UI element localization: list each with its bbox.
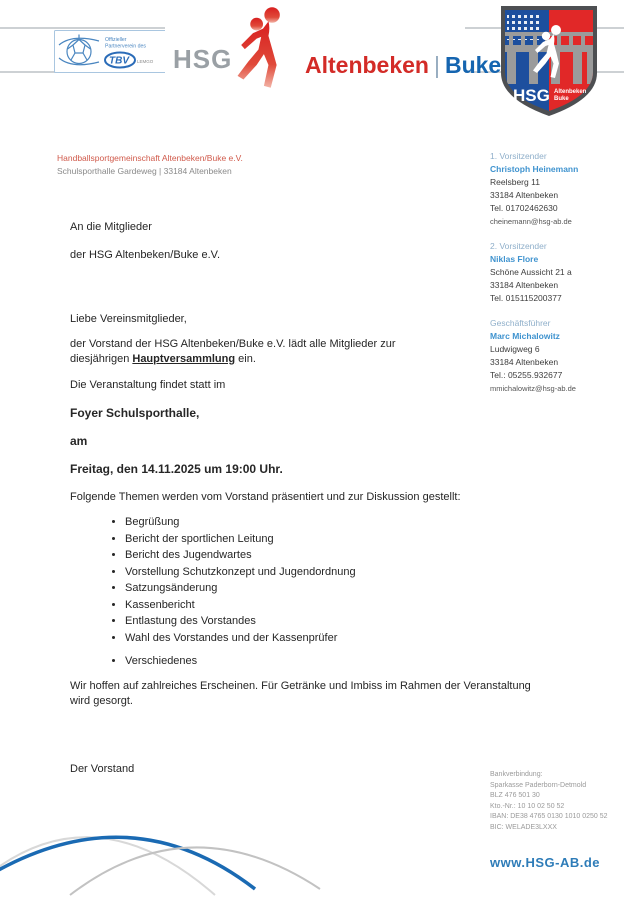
bank-line: IBAN: DE38 4765 0130 1010 0250 52 [490,813,608,820]
sender-block [57,152,243,178]
crest-hsg-text: HSG [513,86,550,105]
closing-paragraph: Wir hoffen auf zahlreiches Erscheinen. Für Getränke und Imbiss im Rahmen der Veranstaltung wird gesorgt. [70,679,531,707]
venue: Foyer Schulsporthalle, [70,406,200,420]
agenda-item: • Kassenbericht [125,597,575,614]
contact-email: cheinemann@hsg-ab.de [490,217,572,226]
hsg-wordmark-logo [165,2,502,100]
svg-text:Altenbeken: Altenbeken [554,89,587,95]
agenda-list [70,514,575,670]
recipient-line2: der HSG Altenbeken/Buke e.V. [70,249,221,261]
invitation-paragraph: der Vorstand der HSG Altenbeken/Buke e.V. lädt alle Mitglieder zur diesjährigen Hauptversammlung ein. [70,338,396,365]
contact-phone: Tel.: 05255.932677 [490,370,563,380]
recipient-line1: An die Mitglieder [70,221,152,233]
agenda-item: • Vorstellung Schutzkonzept und Jugendordnung [125,564,575,581]
sender-club-name: Handballsportgemeinschaft Altenbeken/Buke e.V. [57,153,243,163]
club-name-divider: | [433,52,440,78]
agenda-item: • Satzungsänderung [125,580,575,597]
partner-logo [54,30,174,78]
venue-intro: Die Veranstaltung findet statt im [70,379,226,391]
hauptversammlung-highlight: Hauptversammlung [132,353,236,365]
svg-text:Buke: Buke [554,96,569,102]
svg-text:TBV: TBV [109,55,129,67]
website-url: www.HSG-AB.de [490,855,601,870]
contact-phone: Tel. 015115200377 [490,293,562,303]
salutation: Liebe Vereinsmitglieder, [70,313,187,325]
agenda-item: • Entlastung des Vorstandes [125,613,575,630]
agenda-item: • Begrüßung [125,514,575,531]
agenda-item: • Wahl des Vorstandes und der Kassenprüfer [125,630,575,647]
event-datetime: Freitag, den 14.11.2025 um 19:00 Uhr. [70,462,283,476]
bank-line: Sparkasse Paderborn-Detmold [490,781,587,789]
svg-text:Partnerverein des: Partnerverein des [105,43,146,50]
agenda-intro: Folgende Themen werden vom Vorstand präsentiert und zur Diskussion gestellt: [70,491,461,503]
hsg-text: HSG [173,44,233,74]
date-connector: am [70,434,88,448]
recipient-block [70,220,220,262]
agenda-item-misc: • Verschiedenes [125,653,575,670]
bank-line: Kto.-Nr.: 10 10 02 50 52 [490,802,565,810]
contact-name: Marc Michalowitz [490,331,560,341]
agenda-item: • Bericht der sportlichen Leitung [125,531,575,548]
signature: Der Vorstand [70,762,135,775]
contact-city: 33184 Altenbeken [490,280,559,290]
bank-details [490,770,608,833]
decorative-arcs [0,785,400,900]
bank-line: BIC: WELADE3LXXX [490,823,557,831]
club-name-buke: Buke [444,52,502,78]
club-name-altenbeken: Altenbeken [305,52,429,78]
agenda-item: • Bericht des Jugendwartes [125,547,575,564]
svg-text:Offizieller: Offizieller [105,37,127,43]
contact-role: Geschäftsführer [490,318,551,328]
contact-phone: Tel. 01702462630 [490,203,558,213]
bank-line: BLZ 476 501 30 [490,792,540,799]
contact-street: Ludwigweg 6 [490,344,540,354]
contact-name: Christoph Heinemann [490,164,579,174]
letter-body [70,312,575,776]
contact-chairman-2 [490,240,622,305]
contact-street: Reelsberg 11 [490,177,540,187]
contact-role: 2. Vorsitzender [490,241,547,251]
contact-city: 33184 Altenbeken [490,357,559,367]
bank-line: Bankverbindung: [490,771,543,778]
contact-chairman-1 [490,150,622,228]
contact-name: Niklas Flore [490,254,539,264]
handball-player-icon [227,5,299,105]
svg-text:LEMGO: LEMGO [137,59,154,64]
club-name [305,52,501,79]
contact-role: 1. Vorsitzender [490,151,547,161]
contact-email: mmichalowitz@hsg-ab.de [490,384,576,393]
contact-city: 33184 Altenbeken [490,190,559,200]
contact-street: Schöne Aussicht 21 a [490,267,572,277]
sender-address: Schulsporthalle Gardeweg | 33184 Altenbeken [57,166,232,176]
club-crest [490,2,608,123]
